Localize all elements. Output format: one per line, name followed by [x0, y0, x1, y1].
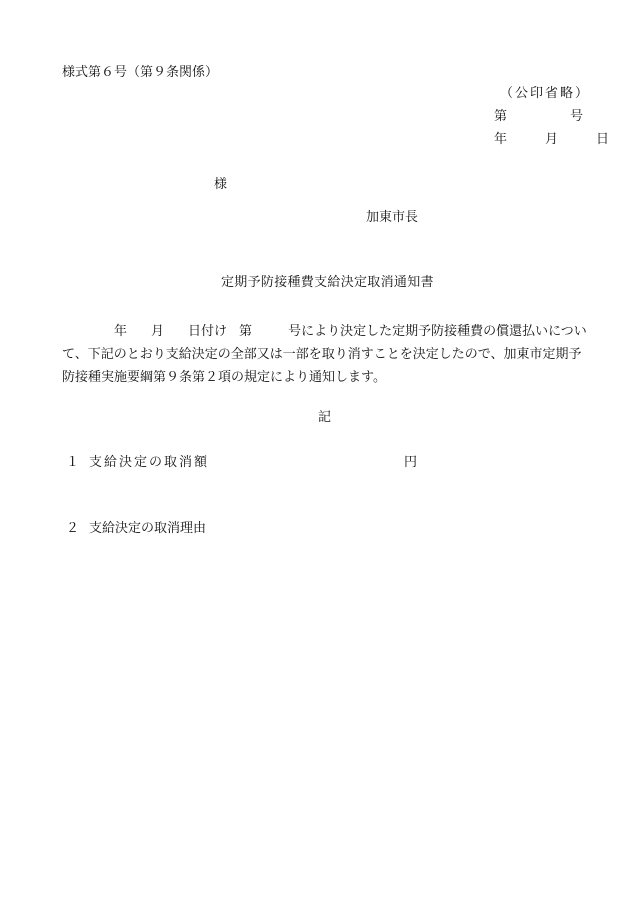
issuer-name: 加東市長	[366, 210, 419, 225]
date-day: 日	[596, 132, 610, 147]
body-month: 月	[151, 324, 165, 339]
form-number: 様式第６号（第９条関係）	[62, 65, 219, 80]
item-1-label: 支給決定の取消額	[89, 455, 210, 470]
body-line-2: て、下記のとおり支給決定の全部又は一部を取り消すことを決定したので、加東市定期予	[62, 347, 582, 362]
notice-body	[62, 320, 587, 389]
document-number-suffix: 号	[570, 109, 584, 124]
body-dated: 日付け	[188, 324, 228, 339]
body-line-3: 防接種実施要綱第９条第２項の規定により通知します。	[62, 370, 386, 385]
item-1-unit: 円	[404, 455, 418, 470]
addressee-honorific: 様	[214, 177, 228, 192]
date-year: 年	[494, 132, 508, 147]
body-number-prefix: 第	[239, 324, 253, 339]
document-title: 定期予防接種費支給決定取消通知書	[221, 275, 434, 290]
item-2-label: 支給決定の取消理由	[89, 521, 207, 536]
body-line-1-rest: 号により決定した定期予防接種費の償還払いについ	[288, 324, 587, 339]
date-month: 月	[545, 132, 559, 147]
body-line-1	[62, 320, 587, 343]
body-year: 年	[114, 324, 128, 339]
seal-omitted-note: （公印省略）	[500, 86, 591, 101]
item-1-number: １	[66, 455, 80, 470]
issue-date	[494, 133, 609, 146]
item-2-number: ２	[66, 521, 80, 536]
note-heading: 記	[318, 410, 332, 425]
document-number-prefix: 第	[494, 109, 508, 124]
